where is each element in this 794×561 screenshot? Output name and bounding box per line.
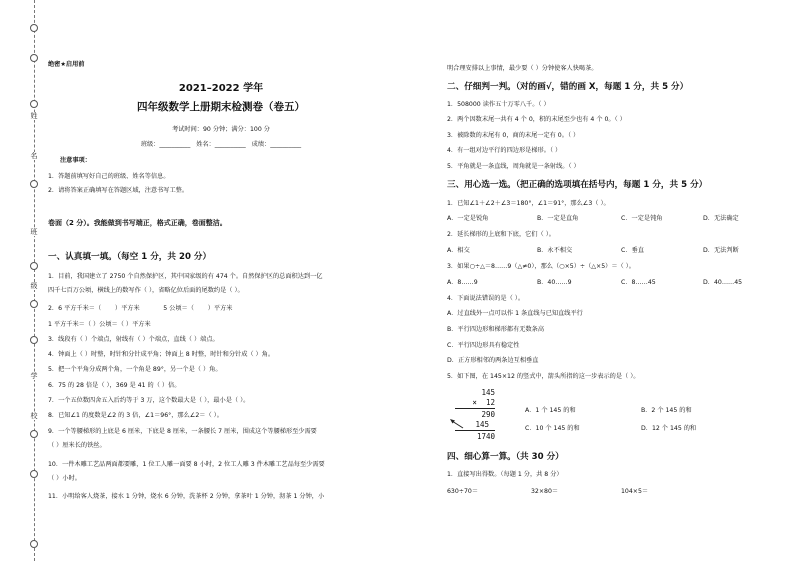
option: C．垂直 xyxy=(621,247,644,254)
binding-hole-icon xyxy=(30,100,38,108)
sub-question: 1．直接写出得数。（每题 1 分，共 8 分） xyxy=(447,471,563,478)
binding-hole-icon xyxy=(30,336,38,344)
choice-question: 2．延长梯形的上底和下底，它们（ ）。 xyxy=(447,231,555,238)
option: B．永不相交 xyxy=(537,247,573,254)
question-line: 5．把一个平角分成两个角，一个角是 89°，另一个是（ ）角。 xyxy=(48,366,222,373)
judge-item: 4．有一组对边平行的四边形是梯形。（ ） xyxy=(447,147,562,154)
vm-row: 145 xyxy=(475,420,489,429)
question-line: 3．线段有（ ）个端点，射线有（ ）个端点，直线（ ）端点。 xyxy=(48,336,219,343)
question-line: （ ）厘米长的铁丝。 xyxy=(48,442,106,449)
binding-hole-icon xyxy=(30,430,38,438)
option: D．12 个 145 的和 xyxy=(641,425,697,432)
binding-gutter xyxy=(22,0,48,561)
option: A．一定是锐角 xyxy=(447,215,489,222)
gutter-label: 级 xyxy=(28,282,40,290)
vm-row: × 12 xyxy=(472,398,495,407)
question-line: 2．6 平方千米＝（ ）平方米 5 公顷＝（ ）平方米 xyxy=(48,305,233,312)
section-1-heading: 一、认真填一填。（每空 1 分，共 20 分） xyxy=(48,252,212,262)
judge-item: 3．被除数的末尾有 0，商的末尾一定有 0。（ ） xyxy=(447,132,580,139)
option: C．平行四边形具有稳定性 xyxy=(447,342,520,349)
judge-item: 1．508000 读作五十万零八千。（ ） xyxy=(447,101,550,108)
vertical-multiplication xyxy=(455,388,495,444)
question-line: 9．一个等腰梯形的上底是 6 厘米，下底是 8 厘米，一条腰长 7 厘米，围成这个等腰梯形至少需要 xyxy=(48,428,317,435)
calc-item: 630÷70＝ xyxy=(447,488,479,495)
choice-question: 3．如果○÷△＝8……9（△≠0），那么（○×5）÷（△×5）＝（ ）。 xyxy=(447,263,635,270)
section-4-heading: 四、细心算一算。（共 30 分） xyxy=(447,452,564,462)
vm-line xyxy=(455,408,495,409)
binding-hole-icon xyxy=(30,54,38,62)
binding-hole-icon xyxy=(30,262,38,270)
option: D．正方形相邻的两条边互相垂直 xyxy=(447,357,539,364)
gutter-label: 校 xyxy=(28,412,40,420)
binding-hole-icon xyxy=(30,540,38,548)
choice-question: 4．下面说法错误的是（ ）。 xyxy=(447,295,525,302)
vm-row: 145 xyxy=(481,388,495,397)
question-line: 11．小明给客人烧茶，接水 1 分钟，烧水 6 分钟，洗茶杯 2 分钟，拿茶叶 1 分钟，沏茶 1 分钟，小 xyxy=(48,493,325,500)
option: D．无法判断 xyxy=(703,247,739,254)
option: B．2 个 145 的和 xyxy=(641,407,692,414)
judge-item: 5．平角就是一条直线，周角就是一条射线。（ ） xyxy=(447,163,580,170)
vm-row: 290 xyxy=(481,410,495,419)
note-item: 1．答题前填写好自己的班级、姓名等信息。 xyxy=(48,173,170,180)
exam-info: 考试时间：90 分钟；满分：100 分 xyxy=(172,126,270,133)
option: C．8……45 xyxy=(621,279,656,286)
option: C．10 个 145 的和 xyxy=(525,425,580,432)
gutter-label: 姓 xyxy=(28,112,40,120)
binding-hole-icon xyxy=(30,24,38,32)
question-line: 4．钟面上（ ）时整，时针和分针成平角；钟面上 8 时整，时针和分针成（ ）角。 xyxy=(48,351,275,358)
question-line: （ ）小时。 xyxy=(48,475,81,482)
question-line: 明合理安排以上事情，最少要（ ）分钟使客人快喝茶。 xyxy=(447,65,598,72)
option: A．过直线外一点可以作 1 条直线与已知直线平行 xyxy=(447,310,583,317)
vm-line xyxy=(455,430,495,431)
option: B．平行四边形和梯形都有无数条高 xyxy=(447,326,545,333)
option: D．无法确定 xyxy=(703,215,739,222)
option: B．一定是直角 xyxy=(537,215,579,222)
calc-item: 32×80＝ xyxy=(531,488,559,495)
question-line: 7．一个五位数四舍五入后约等于 3 万，这个数最大是（ ），最小是（ ）。 xyxy=(48,397,250,404)
question-line: 1 平方千米＝（ ）公顷＝（ ）平方米 xyxy=(48,321,151,328)
section-2-heading: 二、仔细判一判。（对的画√，错的画 X，每题 1 分，共 5 分） xyxy=(447,82,689,92)
gutter-label: 名 xyxy=(28,152,40,160)
arrow-icon xyxy=(449,418,465,430)
note-item: 2．请将答案正确填写在答题区域，注意书写工整。 xyxy=(48,187,189,194)
judge-item: 2．两个因数末尾一共有 4 个 0，积的末尾至少也有 4 个 0。（ ） xyxy=(447,116,626,123)
question-line: 6．75 的 28 倍是（ ），369 是 41 的（ ）倍。 xyxy=(48,382,181,389)
question-line: 1．目前，我国建立了 2750 个自然保护区，其中国家级的有 474 个。自然保护区的总面积达到一亿 xyxy=(48,273,323,280)
option: A．相交 xyxy=(447,247,470,254)
binding-hole-icon xyxy=(30,470,38,478)
gutter-label: 班 xyxy=(28,228,40,236)
section-3-heading: 三、用心选一选。（把正确的选项填在括号内，每题 1 分，共 5 分） xyxy=(447,180,708,190)
school-year: 2021–2022 学年 xyxy=(178,83,264,94)
choice-question: 1．已知∠1＋∠2＋∠3＝180°，∠1＝91°，那么∠3（ ）。 xyxy=(447,200,610,207)
option: A．8……9 xyxy=(447,279,478,286)
question-line: 8．已知∠1 的度数是∠2 的 3 倍，∠1＝96°，那么∠2＝（ ）。 xyxy=(48,412,223,419)
binding-hole-icon xyxy=(30,180,38,188)
question-line: 四千七百万公顷，横线上的数写作（ ），省略亿位后面的尾数约是（ ）。 xyxy=(48,287,244,294)
option: B．40……9 xyxy=(537,279,572,286)
secret-mark: 绝密★启用前 xyxy=(48,61,85,68)
vm-row: 1740 xyxy=(476,432,495,441)
option: C．一定是钝角 xyxy=(621,215,663,222)
student-fields: 班级：__________ 姓名：__________ 成绩：__________ xyxy=(140,141,302,148)
neatness-note: 卷面（2 分）。我能做到书写端正，格式正确，卷面整洁。 xyxy=(48,219,227,227)
exam-title: 四年级数学上册期末检测卷（卷五） xyxy=(137,101,305,113)
gutter-label: 学 xyxy=(28,372,40,380)
calc-item: 104×5＝ xyxy=(621,488,649,495)
binding-hole-icon xyxy=(30,300,38,308)
option: D．40……45 xyxy=(703,279,743,286)
option: A．1 个 145 的和 xyxy=(525,407,576,414)
notes-title: 注意事项： xyxy=(60,157,91,164)
choice-question: 5．如下图，在 145×12 的竖式中，箭头所指的这一步表示的是（ ）。 xyxy=(447,373,640,380)
question-line: 10．一件木雕工艺品两面都要雕，1 位工人雕一面要 8 小时，2 位工人雕 3 件木雕工艺品每至少需要 xyxy=(48,461,325,468)
